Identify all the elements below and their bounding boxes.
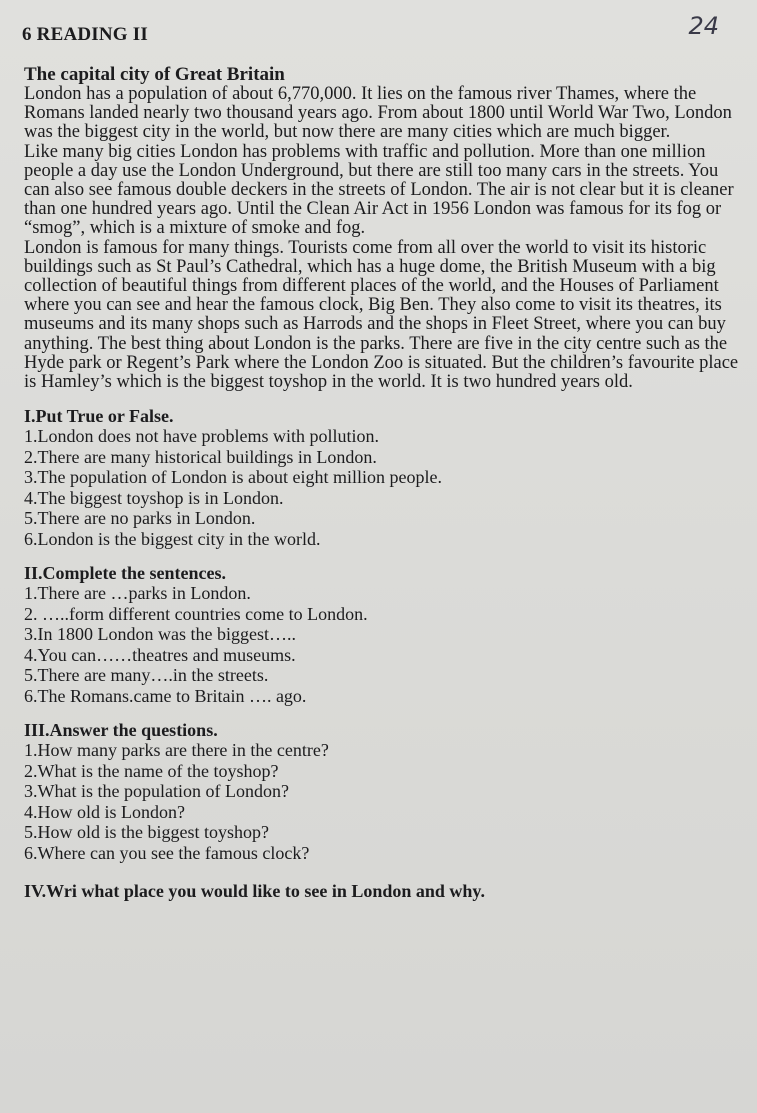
list-item: 2.What is the name of the toyshop? [24,760,279,781]
list-item: 4.The biggest toyshop is in London. [24,487,284,508]
list-item: 4.How old is London? [24,801,185,822]
list-item: 3.What is the population of London? [24,781,289,802]
list-item: 6.Where can you see the famous clock? [24,842,310,863]
list-item: 3.The population of London is about eight million people. [24,467,442,488]
list-item: 5.How old is the biggest toyshop? [24,822,269,843]
exercise-complete-sentences [24,563,744,706]
exercise-title: II.Complete the sentences. [24,563,226,584]
exercise-answer-questions [24,720,744,863]
list-item: 2. …..form different countries come to London. [24,603,368,624]
exercise-title: III.Answer the questions. [24,720,218,741]
handwritten-page-number: 24 [688,12,719,40]
reading-content [24,64,744,919]
list-item: 1.There are …parks in London. [24,583,251,604]
exercise-list [24,740,744,863]
list-item: 6.The Romans.came to Britain …. ago. [24,685,307,706]
list-item: 1.How many parks are there in the centre? [24,740,329,761]
exercise-list [24,426,744,549]
exercise-list [24,583,744,706]
paragraph-3: London is famous for many things. Tourists come from all over the world to visit its historic buildings such as St Paul’s Cathedral, which has a huge dome, the British Museum with a big collection of beautiful things from different places of the world, and the Houses of Parliament where you can see and hear the famous clock, Big Ben. They also come to visit its theatres, its museums and its many shops such as Harrods and the shops in Fleet Street, where you can buy anything. The best thing about London is the parks. There are five in the city centre such as the Hyde park or Regent’s Park where the London Zoo is situated. But the children’s favourite place is Hamley’s which is the biggest toyshop in the world. It is two hundred years old. [24,237,739,393]
exercise-true-false [24,406,744,549]
paragraph-1: London has a population of about 6,770,000. It lies on the famous river Thames, where the Romans landed nearly two thousand years ago. From about 1800 until World War Two, London was the biggest city in the world, but now there are many cities which are much bigger. [24,84,732,143]
paragraph-2: Like many big cities London has problems with traffic and pollution. More than one million people a day use the London Underground, but there are still too many cars in the streets. You can also see famous double deckers in the streets of London. The air is not clear but it is cleaner than one hundred years ago. Until the Clean Air Act in 1956 London was famous for its fog or “smog”, which is a mixture of smoke and fog. [24,141,734,239]
list-item: 4.You can……theatres and museums. [24,644,296,665]
section-heading: 6 READING II [22,24,148,45]
writing-task: IV.Wri what place you would like to see in London and why. [24,881,485,902]
list-item: 6.London is the biggest city in the world. [24,528,321,549]
list-item: 3.In 1800 London was the biggest….. [24,624,296,645]
list-item: 1.London does not have problems with pollution. [24,426,379,447]
list-item: 2.There are many historical buildings in London. [24,446,377,467]
text-title: The capital city of Great Britain [24,64,285,85]
exercise-title: I.Put True or False. [24,406,174,427]
list-item: 5.There are no parks in London. [24,508,256,529]
list-item: 5.There are many….in the streets. [24,665,269,686]
